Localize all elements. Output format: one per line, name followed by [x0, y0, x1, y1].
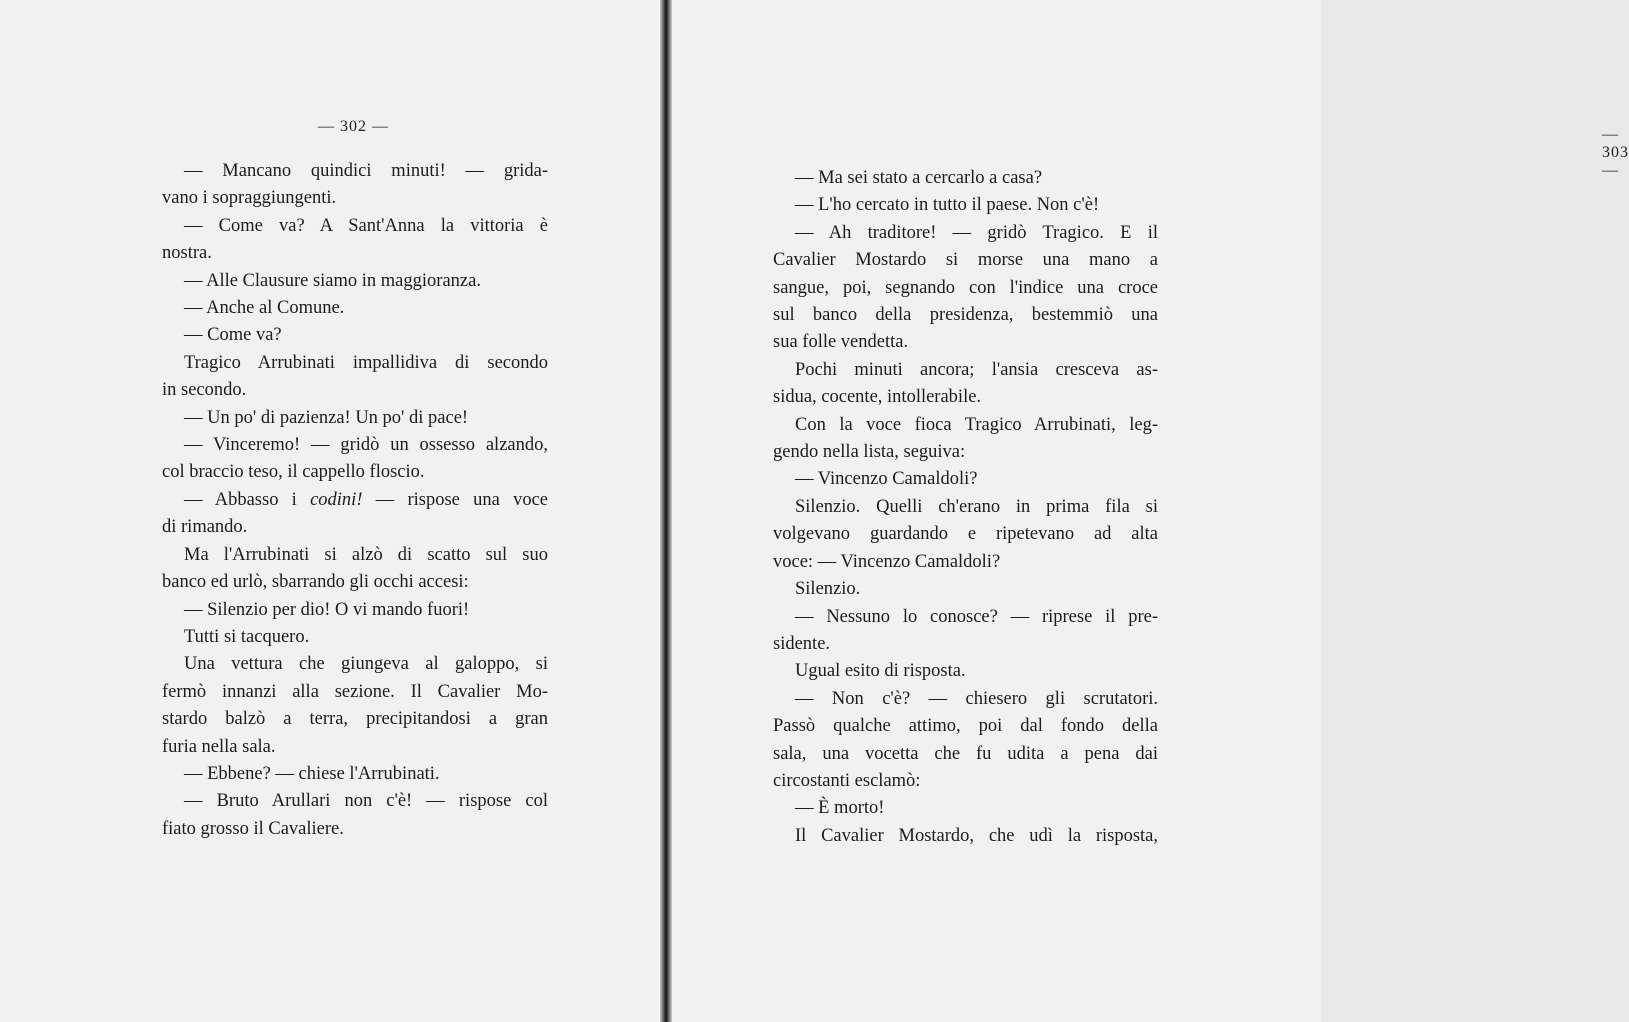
text-line: — Un po' di pazienza! Un po' di pace!: [184, 407, 469, 428]
text-line: — Alle Clausure siamo in maggioranza.: [184, 270, 481, 291]
text-line: di rimando.: [162, 517, 248, 538]
text-line: Con la voce fioca Tragico Arrubinati, leg-: [795, 414, 1158, 435]
text-line: in secondo.: [162, 380, 247, 401]
text-line: — Vinceremo! — gridò un ossesso alzando,: [184, 435, 548, 456]
text-line: Pochi minuti ancora; l'ansia cresceva as-: [795, 359, 1158, 380]
text-line: — Ma sei stato a cercarlo a casa?: [795, 168, 1043, 188]
text-line: stardo balzò a terra, precipitandosi a gran: [162, 709, 548, 730]
text-line: sidente.: [773, 633, 831, 654]
text-line: — Non c'è? — chiesero gli scrutatori.: [795, 688, 1158, 709]
text-line: banco ed urlò, sbarrando gli occhi accesi:: [162, 572, 469, 593]
text-line: — Anche al Comune.: [184, 298, 345, 319]
text-line: vano i sopraggiungenti.: [162, 188, 337, 209]
text-line: Tutti si tacquero.: [184, 626, 310, 647]
right-page-text: [773, 165, 1158, 850]
text-line: Silenzio. Quelli ch'erano in prima fila si: [795, 496, 1158, 517]
text-line: Cavalier Mostardo si morse una mano a: [773, 250, 1158, 271]
page-number-left: — 302 —: [318, 118, 389, 135]
text-line: sala, una vocetta che fu udita a pena dai: [773, 743, 1158, 764]
text-line: sua folle vendetta.: [773, 332, 909, 353]
text-line: — Ebbene? — chiese l'Arrubinati.: [184, 763, 440, 784]
text-line: col braccio teso, il cappello floscio.: [162, 462, 425, 483]
text-line: — Come va?: [184, 325, 282, 346]
text-line: Tragico Arrubinati impallidiva di secondo: [184, 352, 548, 373]
text-line: — Silenzio per dio! O vi mando fuori!: [184, 599, 470, 620]
text-line: furia nella sala.: [162, 736, 276, 757]
text-line: Silenzio.: [795, 579, 861, 600]
text-line: Ugual esito di risposta.: [795, 661, 966, 682]
text-line: Ma l'Arrubinati si alzò di scatto sul suo: [184, 544, 548, 565]
text-line: — Abbasso i codini! — rispose una voce: [184, 489, 549, 510]
text-line: circostanti esclamò:: [773, 770, 921, 791]
text-line: — Mancano quindici minuti! — grida-: [184, 161, 548, 181]
text-line: — Vincenzo Camaldoli?: [795, 469, 978, 490]
text-line: voce: — Vincenzo Camaldoli?: [773, 551, 1001, 572]
text-line: sangue, poi, segnando con l'indice una croce: [773, 277, 1158, 298]
text-line: volgevano guardando e ripetevano ad alta: [773, 524, 1158, 545]
book-gutter: [660, 0, 672, 1022]
page-number-right: — 303 —: [1602, 126, 1629, 179]
text-line: Il Cavalier Mostardo, che udì la risposta,: [795, 825, 1158, 846]
text-line: — È morto!: [795, 798, 885, 819]
text-line: sidua, cocente, intollerabile.: [773, 387, 982, 408]
left-page-text: [162, 158, 548, 843]
text-line: fermò innanzi alla sezione. Il Cavalier Mo-: [162, 681, 548, 702]
text-line: — Ah traditore! — gridò Tragico. E il: [795, 222, 1158, 243]
text-line: sul banco della presidenza, bestemmiò una: [773, 305, 1158, 326]
text-line: fiato grosso il Cavaliere.: [162, 818, 344, 839]
text-line: Passò qualche attimo, poi dal fondo della: [773, 716, 1158, 737]
text-line: — L'ho cercato in tutto il paese. Non c'è!: [795, 195, 1100, 216]
text-line: nostra.: [162, 243, 212, 264]
text-line: Una vettura che giungeva al galoppo, si: [184, 654, 548, 675]
text-line: — Bruto Arullari non c'è! — rispose col: [184, 791, 548, 812]
text-line: — Come va? A Sant'Anna la vittoria è: [184, 215, 548, 236]
text-line: gendo nella lista, seguiva:: [773, 442, 966, 463]
text-line: — Nessuno lo conosce? — riprese il pre-: [795, 606, 1158, 627]
